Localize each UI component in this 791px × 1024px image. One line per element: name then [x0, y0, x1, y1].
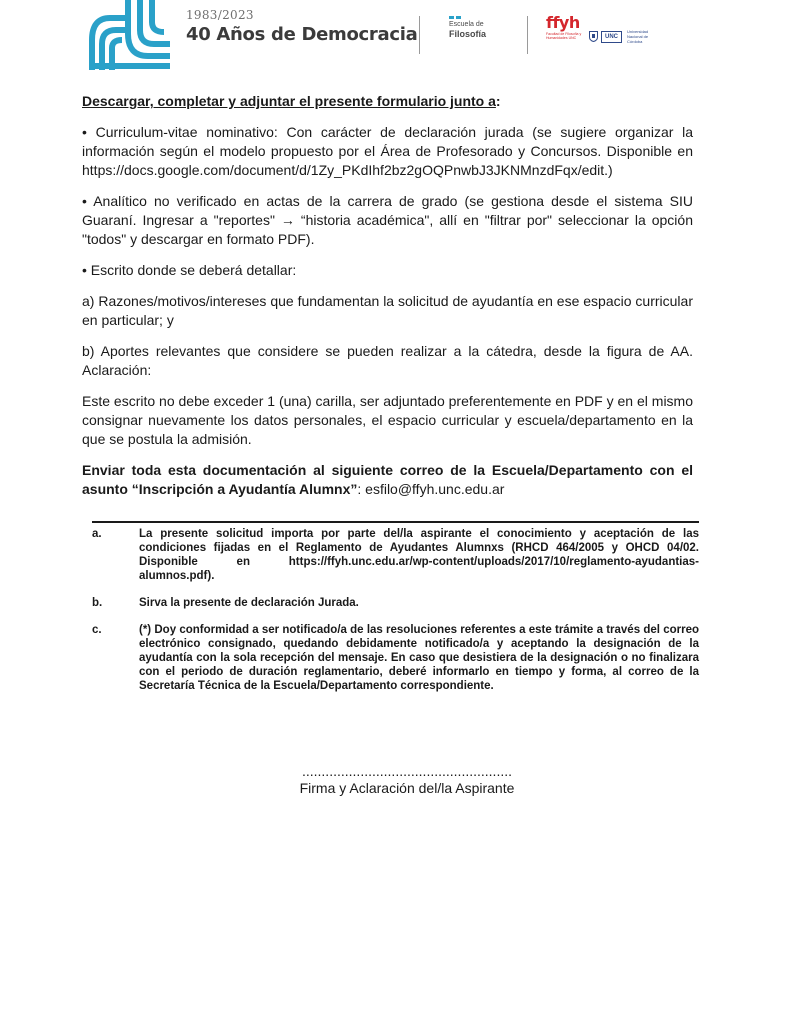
header-divider [419, 16, 420, 54]
footnotes [92, 521, 699, 706]
heading-colon: : [495, 93, 501, 109]
footnote-b [92, 596, 699, 610]
unc-shield-icon [589, 31, 598, 42]
democracia-title: 40 Años de Democracia [186, 24, 418, 45]
heading-text: Descargar, completar y adjuntar el presente formulario junto a [82, 93, 496, 109]
unc-badge: UNC [601, 31, 622, 43]
send-email: : esfilo@ffyh.unc.edu.ar [357, 481, 505, 497]
signature-label: Firma y Aclaración del/la Aspirante [299, 780, 515, 796]
footnote-a [92, 527, 699, 583]
page-header [0, 0, 791, 78]
footnote-text: La presente solicitud importa por parte del/la aspirante el conocimiento y aceptación de las condiciones fijadas en el Reglamento de Ayudantes Alumnxs (RHCD 464/2005 y OHCD 04/02. Disponible en https://ffyh.unc.edu.ar/wp-content/uploads/2017/10/reglamento-ayudantias-alumnos.pdf). [139, 528, 699, 582]
ffyh-wordmark: ffyh [546, 13, 580, 32]
ffyh-logo [546, 14, 584, 40]
footnote-label: a. [92, 528, 102, 540]
escuela-big-text: Filosofía [449, 29, 487, 39]
democracia-years: 1983/2023 [186, 8, 254, 22]
footnote-text: Sirva la presente de declaración Jurada. [139, 597, 359, 609]
send-instructions [82, 461, 693, 499]
escuela-mark-icon [449, 16, 486, 19]
unc-name: Universidad Nacional de Córdoba [627, 29, 649, 44]
requirement-escrito: • Escrito donde se deberá detallar: [82, 262, 297, 278]
escrito-point-b: b) Aportes relevantes que considere se pueden realizar a la cátedra, desde la figura de AA. Aclaración: [82, 343, 693, 378]
signature-block [0, 764, 791, 796]
send-instructions-bold: Enviar toda esta documentación al siguiente correo de la Escuela/Departamento con el asunto “Inscripción a Ayudantía Alumnx” [82, 462, 693, 497]
instructions-heading [82, 92, 693, 111]
requirement-analitico: • Analítico no verificado en actas de la carrera de grado (se gestiona desde el sistema SIU Guaraní. Ingresar a "reportes" → “historia académica", allí en "filtrar por" seleccionar la opción "todos" y descargar en formato PDF). [82, 193, 693, 247]
header-divider [527, 16, 528, 54]
footnote-c [92, 623, 699, 693]
escrito-point-a: a) Razones/motivos/intereses que fundamentan la solicitud de ayudantía en ese espacio curricular en particular; y [82, 293, 693, 328]
democracia-40-logo [88, 0, 174, 72]
ffyh-subtitle: Facultad de Filosofía y Humanidades UNC [546, 32, 582, 40]
form-instructions [82, 92, 693, 499]
escuela-small-text: Escuela de [449, 21, 484, 28]
footnote-label: b. [92, 597, 103, 609]
escuela-filosofia-logo [449, 16, 486, 40]
unc-logo [589, 29, 657, 44]
footnote-text: (*) Doy conformidad a ser notificado/a de las resoluciones referentes a este trámite a través del correo electrónico consignado, quedando debidamente notificado/a y aceptando la designación de la ayudantía con la sola recepción del mensaje. En caso que desistiera de la designación o no finalizara con el periodo de duración reglamentario, deberé informarlo en tiempo y forma, al correo de la Secretaría Técnica de la Escuela/Departamento correspondiente. [139, 624, 699, 692]
escrito-clarification: Este escrito no debe exceder 1 (una) carilla, ser adjuntado preferentemente en PDF y en el mismo consignar nuevamente los datos personales, el espacio curricular y escuela/departamento en la que se postula la admisión. [82, 393, 693, 447]
signature-line: ...................................................... [301, 763, 513, 779]
requirement-cv: • Curriculum-vitae nominativo: Con carácter de declaración jurada (se sugiere organizar la información según el modelo propuesto por el Área de Profesorado y Concursos. Disponible en https://docs.google.com/document/d/1Zy_PKdIhf2bz2gOQPnwbJ3JKNMnzdFqx/edit.) [82, 124, 693, 178]
footnote-label: c. [92, 624, 102, 636]
